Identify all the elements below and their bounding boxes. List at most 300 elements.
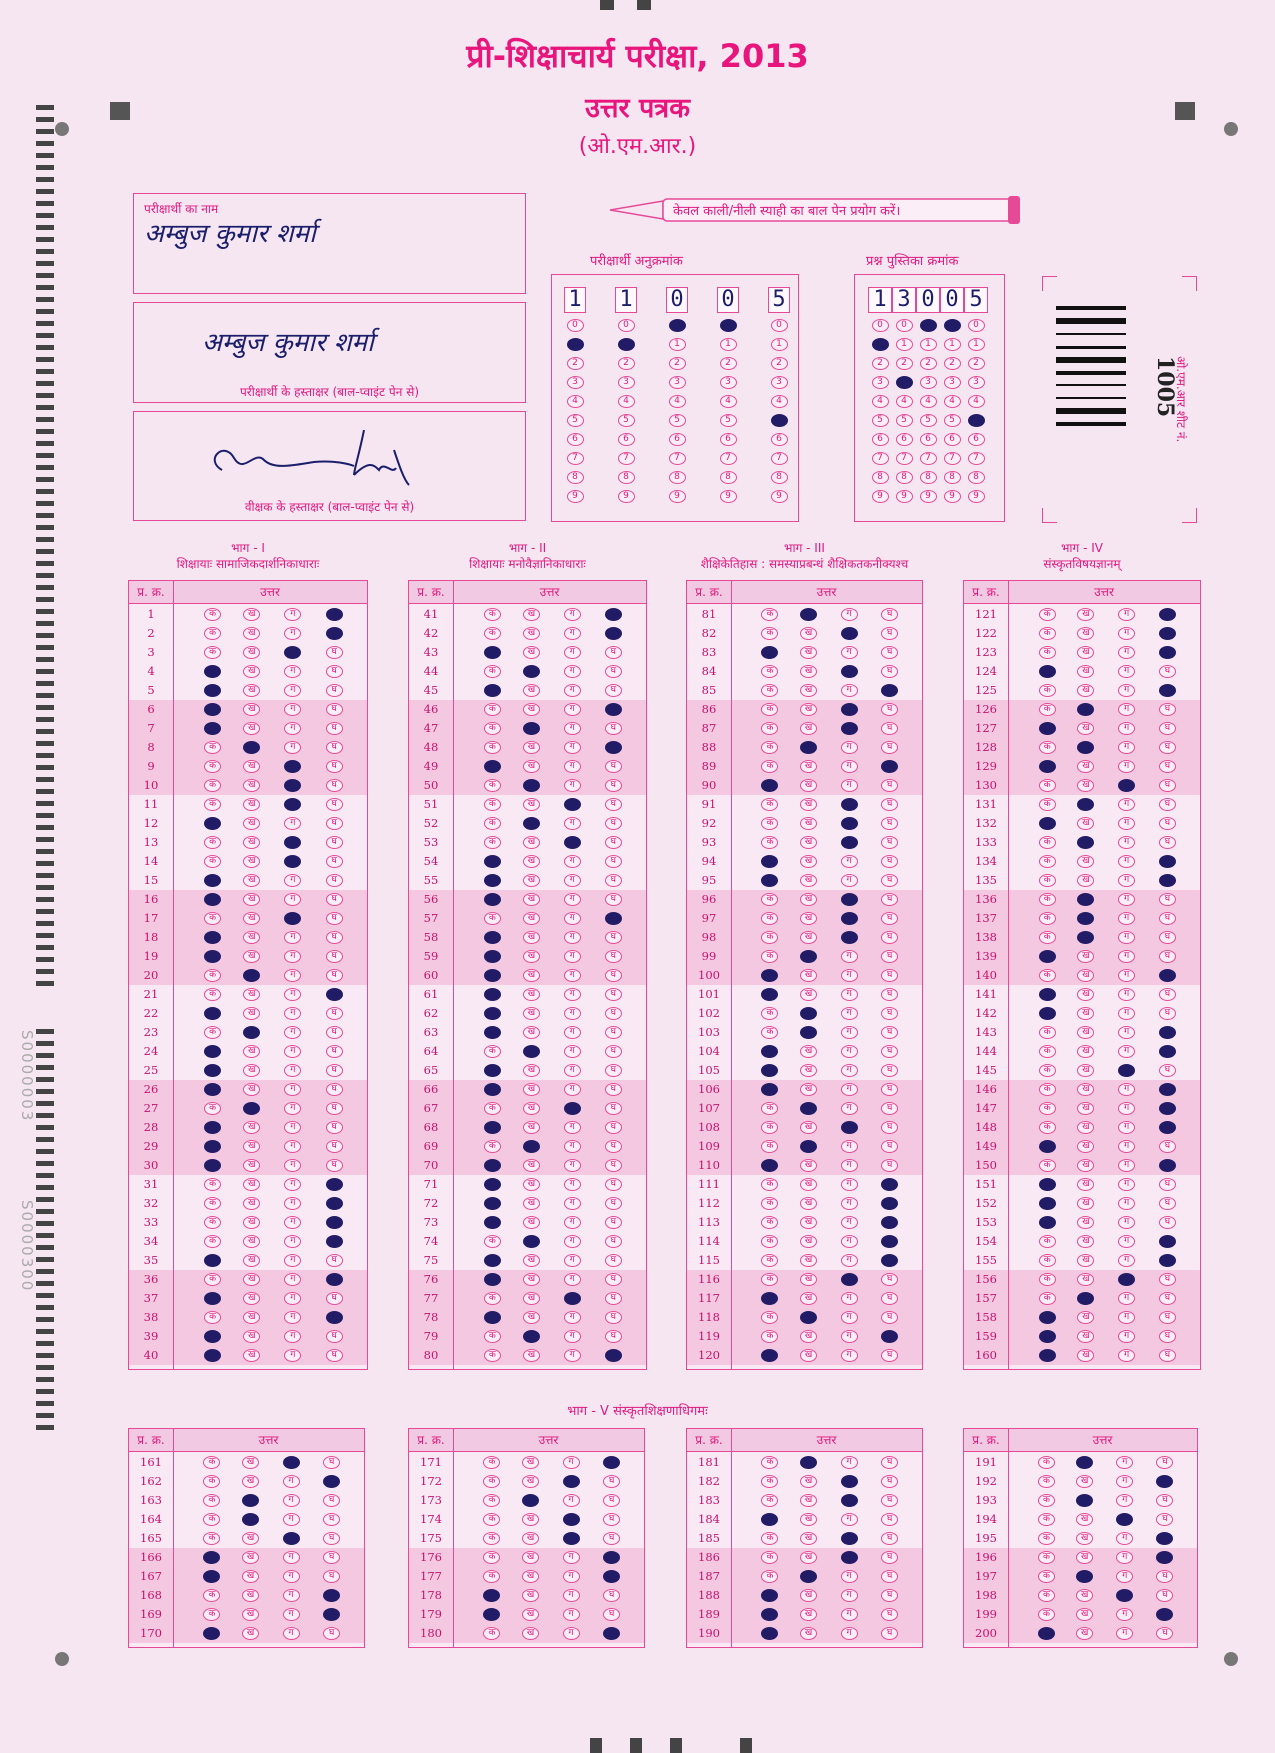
option-bubble-3[interactable]: ग (563, 1475, 580, 1488)
option-bubble-2[interactable]: ख (800, 627, 817, 640)
option-bubble-1[interactable]: क (484, 817, 501, 830)
option-bubble-4[interactable]: घ (881, 760, 898, 773)
option-bubble-3[interactable]: ग (1116, 1627, 1133, 1640)
option-bubble-3[interactable]: ग (841, 1311, 858, 1324)
option-bubble-3[interactable]: ग (841, 703, 858, 716)
option-bubble-1[interactable]: क (1039, 741, 1056, 754)
option-bubble-3[interactable]: ग (283, 1494, 300, 1507)
option-bubble-1[interactable]: क (1039, 912, 1056, 925)
digit-bubble-0[interactable]: 0 (618, 319, 635, 332)
option-bubble-1[interactable]: क (204, 703, 221, 716)
option-bubble-3[interactable]: ग (564, 1235, 581, 1248)
option-bubble-4[interactable]: घ (1159, 969, 1176, 982)
option-bubble-2[interactable]: ख (243, 741, 260, 754)
option-bubble-3[interactable]: ग (283, 1608, 300, 1621)
option-bubble-2[interactable]: ख (243, 608, 260, 621)
option-bubble-3[interactable]: ग (1118, 760, 1135, 773)
option-bubble-2[interactable]: ख (523, 1121, 540, 1134)
option-bubble-4[interactable]: घ (605, 1026, 622, 1039)
option-bubble-1[interactable]: क (761, 988, 778, 1001)
option-bubble-4[interactable]: घ (605, 1254, 622, 1267)
option-bubble-2[interactable]: ख (1076, 1475, 1093, 1488)
option-bubble-2[interactable]: ख (1076, 1494, 1093, 1507)
option-bubble-1[interactable]: क (483, 1570, 500, 1583)
option-bubble-3[interactable]: ग (841, 1273, 858, 1286)
digit-bubble-2[interactable]: 2 (720, 357, 737, 370)
option-bubble-1[interactable]: क (1039, 836, 1056, 849)
option-bubble-1[interactable]: क (204, 665, 221, 678)
option-bubble-2[interactable]: ख (243, 1254, 260, 1267)
option-bubble-3[interactable]: ग (284, 1007, 301, 1020)
option-bubble-4[interactable]: घ (881, 798, 898, 811)
option-bubble-1[interactable]: क (1038, 1551, 1055, 1564)
option-bubble-4[interactable]: घ (881, 608, 898, 621)
option-bubble-2[interactable]: ख (522, 1570, 539, 1583)
option-bubble-2[interactable]: ख (242, 1513, 259, 1526)
option-bubble-1[interactable]: क (204, 1121, 221, 1134)
digit-bubble-8[interactable]: 8 (944, 471, 961, 484)
digit-box[interactable]: 5 (964, 287, 988, 313)
option-bubble-3[interactable]: ग (1118, 1311, 1135, 1324)
digit-bubble-0[interactable]: 0 (872, 319, 889, 332)
option-bubble-4[interactable]: घ (1159, 988, 1176, 1001)
option-bubble-3[interactable]: ग (1118, 665, 1135, 678)
option-bubble-1[interactable]: क (483, 1627, 500, 1640)
option-bubble-3[interactable]: ग (564, 1140, 581, 1153)
option-bubble-1[interactable]: क (484, 1178, 501, 1191)
digit-bubble-9[interactable]: 9 (720, 490, 737, 503)
option-bubble-1[interactable]: क (484, 988, 501, 1001)
option-bubble-1[interactable]: क (204, 1197, 221, 1210)
option-bubble-3[interactable]: ग (1118, 969, 1135, 982)
option-bubble-3[interactable]: ग (564, 608, 581, 621)
option-bubble-1[interactable]: क (204, 722, 221, 735)
option-bubble-2[interactable]: ख (243, 703, 260, 716)
option-bubble-1[interactable]: क (203, 1494, 220, 1507)
option-bubble-4[interactable]: घ (1159, 703, 1176, 716)
option-bubble-4[interactable]: घ (881, 1178, 898, 1191)
option-bubble-4[interactable]: घ (881, 1197, 898, 1210)
option-bubble-3[interactable]: ग (564, 874, 581, 887)
option-bubble-1[interactable]: क (204, 1026, 221, 1039)
option-bubble-3[interactable]: ग (841, 627, 858, 640)
option-bubble-3[interactable]: ग (284, 1216, 301, 1229)
option-bubble-2[interactable]: ख (523, 703, 540, 716)
option-bubble-3[interactable]: ग (284, 817, 301, 830)
digit-bubble-3[interactable]: 3 (872, 376, 889, 389)
option-bubble-3[interactable]: ग (841, 1007, 858, 1020)
option-bubble-2[interactable]: ख (523, 1064, 540, 1077)
option-bubble-4[interactable]: घ (605, 1311, 622, 1324)
option-bubble-4[interactable]: घ (881, 1456, 898, 1469)
option-bubble-3[interactable]: ग (284, 988, 301, 1001)
digit-bubble-1[interactable]: 1 (920, 338, 937, 351)
option-bubble-1[interactable]: क (761, 1045, 778, 1058)
option-bubble-2[interactable]: ख (1077, 874, 1094, 887)
option-bubble-1[interactable]: क (484, 1216, 501, 1229)
option-bubble-3[interactable]: ग (841, 1235, 858, 1248)
option-bubble-3[interactable]: ग (1118, 1330, 1135, 1343)
option-bubble-4[interactable]: घ (881, 1311, 898, 1324)
option-bubble-3[interactable]: ग (1118, 684, 1135, 697)
option-bubble-3[interactable]: ग (1116, 1608, 1133, 1621)
digit-bubble-9[interactable]: 9 (920, 490, 937, 503)
option-bubble-2[interactable]: ख (800, 1292, 817, 1305)
option-bubble-1[interactable]: क (761, 779, 778, 792)
option-bubble-4[interactable]: घ (881, 893, 898, 906)
option-bubble-2[interactable]: ख (1077, 741, 1094, 754)
option-bubble-3[interactable]: ग (841, 950, 858, 963)
option-bubble-2[interactable]: ख (523, 1178, 540, 1191)
option-bubble-3[interactable]: ग (841, 722, 858, 735)
option-bubble-3[interactable]: ग (841, 684, 858, 697)
option-bubble-1[interactable]: क (1038, 1532, 1055, 1545)
option-bubble-1[interactable]: क (761, 836, 778, 849)
option-bubble-1[interactable]: क (1038, 1627, 1055, 1640)
option-bubble-1[interactable]: क (1038, 1494, 1055, 1507)
option-bubble-2[interactable]: ख (523, 931, 540, 944)
option-bubble-4[interactable]: घ (1159, 1026, 1176, 1039)
option-bubble-2[interactable]: ख (522, 1551, 539, 1564)
digit-bubble-9[interactable]: 9 (896, 490, 913, 503)
option-bubble-3[interactable]: ग (1118, 798, 1135, 811)
digit-bubble-6[interactable]: 6 (920, 433, 937, 446)
option-bubble-4[interactable]: घ (1156, 1494, 1173, 1507)
digit-bubble-0[interactable]: 0 (669, 319, 686, 332)
option-bubble-3[interactable]: ग (841, 874, 858, 887)
option-bubble-1[interactable]: क (483, 1589, 500, 1602)
option-bubble-2[interactable]: ख (1077, 969, 1094, 982)
option-bubble-2[interactable]: ख (1077, 1273, 1094, 1286)
option-bubble-1[interactable]: क (484, 627, 501, 640)
option-bubble-2[interactable]: ख (1076, 1551, 1093, 1564)
digit-bubble-1[interactable]: 1 (968, 338, 985, 351)
option-bubble-1[interactable]: क (203, 1513, 220, 1526)
option-bubble-1[interactable]: क (761, 760, 778, 773)
option-bubble-1[interactable]: क (483, 1494, 500, 1507)
option-bubble-3[interactable]: ग (1118, 1216, 1135, 1229)
option-bubble-4[interactable]: घ (1159, 1140, 1176, 1153)
option-bubble-3[interactable]: ग (1118, 627, 1135, 640)
digit-box[interactable]: 0 (717, 287, 739, 313)
option-bubble-2[interactable]: ख (243, 1045, 260, 1058)
option-bubble-1[interactable]: क (204, 874, 221, 887)
digit-bubble-9[interactable]: 9 (567, 490, 584, 503)
option-bubble-3[interactable]: ग (841, 1197, 858, 1210)
option-bubble-2[interactable]: ख (800, 1494, 817, 1507)
option-bubble-2[interactable]: ख (523, 1216, 540, 1229)
option-bubble-3[interactable]: ग (1118, 836, 1135, 849)
option-bubble-1[interactable]: क (204, 931, 221, 944)
digit-bubble-7[interactable]: 7 (720, 452, 737, 465)
digit-bubble-7[interactable]: 7 (669, 452, 686, 465)
option-bubble-1[interactable]: क (204, 608, 221, 621)
option-bubble-4[interactable]: घ (605, 1292, 622, 1305)
option-bubble-4[interactable]: घ (881, 1254, 898, 1267)
option-bubble-1[interactable]: क (484, 855, 501, 868)
option-bubble-4[interactable]: घ (1159, 741, 1176, 754)
option-bubble-3[interactable]: ग (841, 1570, 858, 1583)
option-bubble-2[interactable]: ख (523, 912, 540, 925)
option-bubble-4[interactable]: घ (1159, 836, 1176, 849)
option-bubble-4[interactable]: घ (881, 817, 898, 830)
digit-bubble-6[interactable]: 6 (771, 433, 788, 446)
option-bubble-4[interactable]: घ (326, 608, 343, 621)
digit-bubble-6[interactable]: 6 (669, 433, 686, 446)
option-bubble-1[interactable]: क (204, 1064, 221, 1077)
option-bubble-4[interactable]: घ (1159, 855, 1176, 868)
booklet-number-grid[interactable] (854, 274, 1005, 522)
option-bubble-4[interactable]: घ (323, 1456, 340, 1469)
option-bubble-2[interactable]: ख (1077, 703, 1094, 716)
option-bubble-3[interactable]: ग (1118, 950, 1135, 963)
option-bubble-2[interactable]: ख (243, 627, 260, 640)
option-bubble-4[interactable]: घ (605, 722, 622, 735)
option-bubble-2[interactable]: ख (243, 893, 260, 906)
option-bubble-4[interactable]: घ (881, 969, 898, 982)
option-bubble-4[interactable]: घ (326, 760, 343, 773)
option-bubble-4[interactable]: घ (605, 931, 622, 944)
option-bubble-2[interactable]: ख (1076, 1589, 1093, 1602)
option-bubble-1[interactable]: क (204, 741, 221, 754)
digit-bubble-0[interactable]: 0 (720, 319, 737, 332)
digit-box[interactable]: 1 (868, 287, 892, 313)
option-bubble-4[interactable]: घ (323, 1589, 340, 1602)
option-bubble-1[interactable]: क (204, 779, 221, 792)
option-bubble-4[interactable]: घ (881, 1532, 898, 1545)
digit-bubble-4[interactable]: 4 (872, 395, 889, 408)
option-bubble-2[interactable]: ख (800, 1102, 817, 1115)
option-bubble-2[interactable]: ख (243, 1216, 260, 1229)
option-bubble-4[interactable]: घ (1159, 1235, 1176, 1248)
candidate-name-box[interactable] (133, 193, 526, 294)
option-bubble-1[interactable]: क (761, 1311, 778, 1324)
option-bubble-3[interactable]: ग (564, 1083, 581, 1096)
option-bubble-1[interactable]: क (203, 1475, 220, 1488)
digit-bubble-3[interactable]: 3 (920, 376, 937, 389)
option-bubble-4[interactable]: घ (881, 1026, 898, 1039)
option-bubble-3[interactable]: ग (1116, 1589, 1133, 1602)
option-bubble-4[interactable]: घ (326, 779, 343, 792)
option-bubble-3[interactable]: ग (841, 1102, 858, 1115)
digit-bubble-5[interactable]: 5 (771, 414, 788, 427)
option-bubble-1[interactable]: क (761, 1197, 778, 1210)
option-bubble-4[interactable]: घ (605, 627, 622, 640)
option-bubble-3[interactable]: ग (841, 1026, 858, 1039)
option-bubble-2[interactable]: ख (1077, 627, 1094, 640)
option-bubble-4[interactable]: घ (605, 817, 622, 830)
option-bubble-2[interactable]: ख (522, 1494, 539, 1507)
digit-bubble-2[interactable]: 2 (872, 357, 889, 370)
option-bubble-1[interactable]: क (204, 988, 221, 1001)
option-bubble-1[interactable]: क (1038, 1475, 1055, 1488)
option-bubble-4[interactable]: घ (1156, 1456, 1173, 1469)
option-bubble-4[interactable]: घ (1156, 1475, 1173, 1488)
option-bubble-2[interactable]: ख (242, 1551, 259, 1564)
option-bubble-1[interactable]: क (1039, 1007, 1056, 1020)
option-bubble-3[interactable]: ग (284, 1140, 301, 1153)
option-bubble-3[interactable]: ग (284, 874, 301, 887)
option-bubble-3[interactable]: ग (564, 684, 581, 697)
option-bubble-2[interactable]: ख (800, 779, 817, 792)
option-bubble-1[interactable]: क (1039, 665, 1056, 678)
option-bubble-1[interactable]: क (1039, 1121, 1056, 1134)
option-bubble-2[interactable]: ख (800, 1045, 817, 1058)
option-bubble-1[interactable]: क (761, 1513, 778, 1526)
option-bubble-1[interactable]: क (1039, 798, 1056, 811)
option-bubble-2[interactable]: ख (1077, 1159, 1094, 1172)
option-bubble-2[interactable]: ख (523, 1235, 540, 1248)
option-bubble-4[interactable]: घ (326, 798, 343, 811)
option-bubble-3[interactable]: ग (1118, 1159, 1135, 1172)
option-bubble-3[interactable]: ग (841, 798, 858, 811)
digit-bubble-7[interactable]: 7 (567, 452, 584, 465)
option-bubble-4[interactable]: घ (1159, 665, 1176, 678)
option-bubble-4[interactable]: घ (1159, 798, 1176, 811)
option-bubble-1[interactable]: क (761, 1551, 778, 1564)
digit-bubble-6[interactable]: 6 (872, 433, 889, 446)
option-bubble-1[interactable]: क (203, 1589, 220, 1602)
option-bubble-2[interactable]: ख (243, 1292, 260, 1305)
option-bubble-1[interactable]: क (1038, 1456, 1055, 1469)
option-bubble-1[interactable]: क (484, 912, 501, 925)
option-bubble-4[interactable]: घ (605, 1140, 622, 1153)
option-bubble-2[interactable]: ख (800, 1007, 817, 1020)
option-bubble-1[interactable]: क (484, 1311, 501, 1324)
digit-bubble-0[interactable]: 0 (771, 319, 788, 332)
option-bubble-2[interactable]: ख (242, 1494, 259, 1507)
digit-bubble-8[interactable]: 8 (968, 471, 985, 484)
option-bubble-3[interactable]: ग (841, 855, 858, 868)
option-bubble-3[interactable]: ग (564, 1254, 581, 1267)
option-bubble-3[interactable]: ग (1116, 1532, 1133, 1545)
digit-bubble-0[interactable]: 0 (968, 319, 985, 332)
option-bubble-1[interactable]: क (1039, 1178, 1056, 1191)
option-bubble-4[interactable]: घ (881, 741, 898, 754)
option-bubble-4[interactable]: घ (323, 1551, 340, 1564)
option-bubble-2[interactable]: ख (523, 1045, 540, 1058)
option-bubble-1[interactable]: क (204, 1254, 221, 1267)
option-bubble-2[interactable]: ख (523, 950, 540, 963)
option-bubble-3[interactable]: ग (563, 1494, 580, 1507)
option-bubble-1[interactable]: क (761, 722, 778, 735)
option-bubble-1[interactable]: क (204, 893, 221, 906)
option-bubble-3[interactable]: ग (1118, 741, 1135, 754)
option-bubble-2[interactable]: ख (800, 855, 817, 868)
option-bubble-4[interactable]: घ (1156, 1627, 1173, 1640)
option-bubble-2[interactable]: ख (242, 1627, 259, 1640)
option-bubble-1[interactable]: क (484, 931, 501, 944)
roll-number-grid[interactable] (551, 274, 799, 522)
option-bubble-1[interactable]: क (484, 1140, 501, 1153)
digit-bubble-4[interactable]: 4 (720, 395, 737, 408)
option-bubble-2[interactable]: ख (523, 855, 540, 868)
option-bubble-2[interactable]: ख (1077, 608, 1094, 621)
digit-bubble-3[interactable]: 3 (669, 376, 686, 389)
option-bubble-1[interactable]: क (204, 1273, 221, 1286)
option-bubble-1[interactable]: क (204, 1045, 221, 1058)
option-bubble-4[interactable]: घ (326, 1216, 343, 1229)
option-bubble-2[interactable]: ख (1077, 779, 1094, 792)
option-bubble-2[interactable]: ख (800, 1627, 817, 1640)
digit-box[interactable]: 0 (940, 287, 964, 313)
option-bubble-2[interactable]: ख (523, 646, 540, 659)
option-bubble-2[interactable]: ख (1077, 836, 1094, 849)
option-bubble-3[interactable]: ग (841, 760, 858, 773)
option-bubble-3[interactable]: ग (564, 1216, 581, 1229)
option-bubble-2[interactable]: ख (1077, 988, 1094, 1001)
option-bubble-1[interactable]: क (761, 1102, 778, 1115)
option-bubble-1[interactable]: क (761, 1570, 778, 1583)
option-bubble-4[interactable]: घ (603, 1513, 620, 1526)
option-bubble-1[interactable]: क (203, 1532, 220, 1545)
option-bubble-4[interactable]: घ (326, 1330, 343, 1343)
option-bubble-1[interactable]: क (761, 665, 778, 678)
option-bubble-3[interactable]: ग (841, 1551, 858, 1564)
option-bubble-4[interactable]: घ (881, 684, 898, 697)
digit-bubble-7[interactable]: 7 (872, 452, 889, 465)
option-bubble-2[interactable]: ख (243, 1102, 260, 1115)
option-bubble-3[interactable]: ग (284, 608, 301, 621)
option-bubble-4[interactable]: घ (326, 912, 343, 925)
option-bubble-4[interactable]: घ (1159, 931, 1176, 944)
option-bubble-1[interactable]: क (204, 1007, 221, 1020)
option-bubble-4[interactable]: घ (326, 1349, 343, 1362)
option-bubble-3[interactable]: ग (1118, 912, 1135, 925)
option-bubble-4[interactable]: घ (603, 1589, 620, 1602)
option-bubble-4[interactable]: घ (881, 627, 898, 640)
option-bubble-3[interactable]: ग (283, 1475, 300, 1488)
option-bubble-2[interactable]: ख (800, 1254, 817, 1267)
option-bubble-1[interactable]: क (484, 798, 501, 811)
option-bubble-3[interactable]: ग (284, 703, 301, 716)
option-bubble-2[interactable]: ख (800, 1083, 817, 1096)
option-bubble-3[interactable]: ग (564, 722, 581, 735)
option-bubble-4[interactable]: घ (326, 1102, 343, 1115)
option-bubble-2[interactable]: ख (800, 1026, 817, 1039)
option-bubble-1[interactable]: क (1039, 1197, 1056, 1210)
digit-bubble-4[interactable]: 4 (896, 395, 913, 408)
option-bubble-4[interactable]: घ (1159, 1311, 1176, 1324)
option-bubble-2[interactable]: ख (243, 779, 260, 792)
option-bubble-3[interactable]: ग (841, 969, 858, 982)
option-bubble-3[interactable]: ग (284, 1330, 301, 1343)
option-bubble-3[interactable]: ग (564, 1064, 581, 1077)
option-bubble-4[interactable]: घ (881, 1494, 898, 1507)
digit-bubble-8[interactable]: 8 (872, 471, 889, 484)
option-bubble-4[interactable]: घ (605, 1216, 622, 1229)
option-bubble-4[interactable]: घ (1159, 817, 1176, 830)
option-bubble-2[interactable]: ख (1076, 1456, 1093, 1469)
option-bubble-4[interactable]: घ (605, 1045, 622, 1058)
digit-box[interactable]: 3 (892, 287, 916, 313)
option-bubble-3[interactable]: ग (564, 1159, 581, 1172)
option-bubble-2[interactable]: ख (523, 1254, 540, 1267)
option-bubble-3[interactable]: ग (284, 1102, 301, 1115)
digit-bubble-9[interactable]: 9 (771, 490, 788, 503)
option-bubble-3[interactable]: ग (841, 1216, 858, 1229)
option-bubble-1[interactable]: क (1039, 1026, 1056, 1039)
digit-bubble-6[interactable]: 6 (944, 433, 961, 446)
option-bubble-4[interactable]: घ (881, 1608, 898, 1621)
option-bubble-4[interactable]: घ (1159, 1273, 1176, 1286)
option-bubble-1[interactable]: क (1038, 1589, 1055, 1602)
option-bubble-3[interactable]: ग (1118, 893, 1135, 906)
digit-bubble-0[interactable]: 0 (944, 319, 961, 332)
option-bubble-4[interactable]: घ (605, 1121, 622, 1134)
option-bubble-2[interactable]: ख (800, 931, 817, 944)
option-bubble-3[interactable]: ग (841, 1494, 858, 1507)
